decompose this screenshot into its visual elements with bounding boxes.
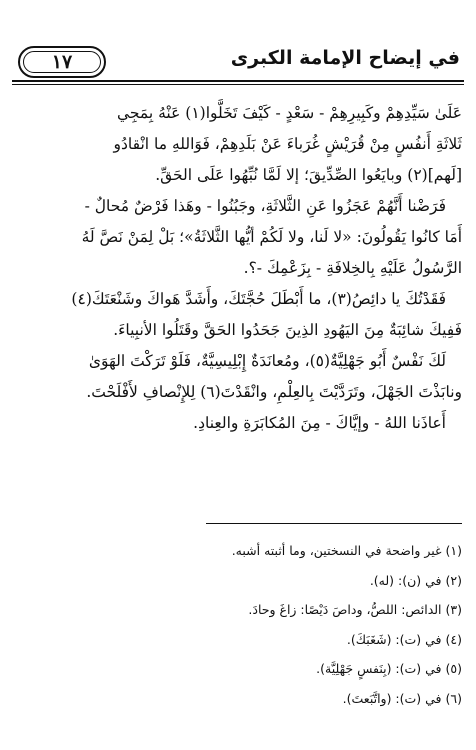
header-rule xyxy=(12,80,464,82)
footnote: (٣) الدائص: اللصُّ، وداصَ دَيْصًا: زاغَ وحادَ. xyxy=(248,602,462,617)
text-line: فَرَضْنا أَنَّهُمْ عَجَزُوا عَنِ الثَّلاثَةِ، وجَبُنُوا - وهَذا فَرْضٌ مُحالٌ - xyxy=(84,197,446,215)
text-line: لَكَ نَفْسٌ أَبُو جَهْلِيَّةٌ(٥)، ومُعانَدَةٌ إِبْلِيسِيَّةٌ، فَلَوْ تَرَكْتَ الهَوَىٰ xyxy=(88,352,446,370)
page-number-badge xyxy=(18,46,106,78)
page-number: ١٧ xyxy=(51,51,73,73)
text-line: [لَهم](٢) وبايَعُوا الصِّدِّيقَ؛ إلا لَمَّا نُبِّهُوا عَلَى الحَقِّ. xyxy=(155,166,462,184)
text-line: ونابَذْتَ الجَهْلَ، وتَرَدَّيْتَ بِالعِلْمِ، وانْقَدْتَ(٦) لِلإِنْصافِ لأَفْلَحْتَ. xyxy=(86,383,462,401)
footnote: (١) غير واضحة في النسختين، وما أثبته أشبه. xyxy=(231,543,462,558)
text-line: أَمَا كانُوا يَقُولُونَ: «لا لَنا، ولا لَكُمْ أيُّها الثَّلاثَةُ»؛ بَلْ لِمَنْ نَصَّ لَهُ xyxy=(81,228,462,246)
footnote-separator xyxy=(206,523,462,524)
text-line: ثَلاثَةِ أَنفُسٍ مِنْ قُرَيْشٍ غُرَباءَ عَنْ بَلَدِهِمْ، فَوَاللهِ ما انْقادُو xyxy=(113,135,462,153)
text-line: الرَّسُولُ عَلَيْهِ بِالخِلافَةِ - بِزَعْمِكَ -؟. xyxy=(243,259,462,277)
footnote: (٥) في (ت): (بِنَفسٍ جَهْلِيَّة). xyxy=(316,661,462,676)
text-line: فَقَدْتُكَ يا دائِصُ(٣)، ما أَبْطَلَ حُجَّتَكَ، وأَشَدَّ هَواكَ وشَنْعَتَكَ(٤) xyxy=(71,290,446,308)
header-rule-thin xyxy=(12,84,464,85)
text-line: فَفِيكَ شائِبَةٌ مِنَ اليَهُودِ الذِينَ جَحَدُوا الحَقَّ وقَتَلُوا الأنبِياءَ. xyxy=(113,321,462,339)
footnotes xyxy=(14,536,462,713)
page-header xyxy=(12,44,464,84)
main-text xyxy=(14,98,462,439)
text-line: أَعاذَنا اللهُ - وإيَّاكَ - مِنَ المُكابَرَةِ والعِنادِ. xyxy=(193,414,446,432)
running-title: في إيضاح الإمامة الكبرى xyxy=(230,47,460,69)
footnote: (٤) في (ت): (شَغَبَكَ). xyxy=(346,631,462,647)
footnote: (٢) في (ن): (له). xyxy=(369,572,462,588)
text-line: عَلَىٰ سَيِّدِهِمْ وكَبِيرِهِمْ - سَعْدٍ - كَيْفَ تَخَلَّوا(١) عَنْهُ بِمَجِي xyxy=(117,104,462,122)
footnote: (٦) في (ت): (واتَّبَعتَ). xyxy=(342,690,462,706)
